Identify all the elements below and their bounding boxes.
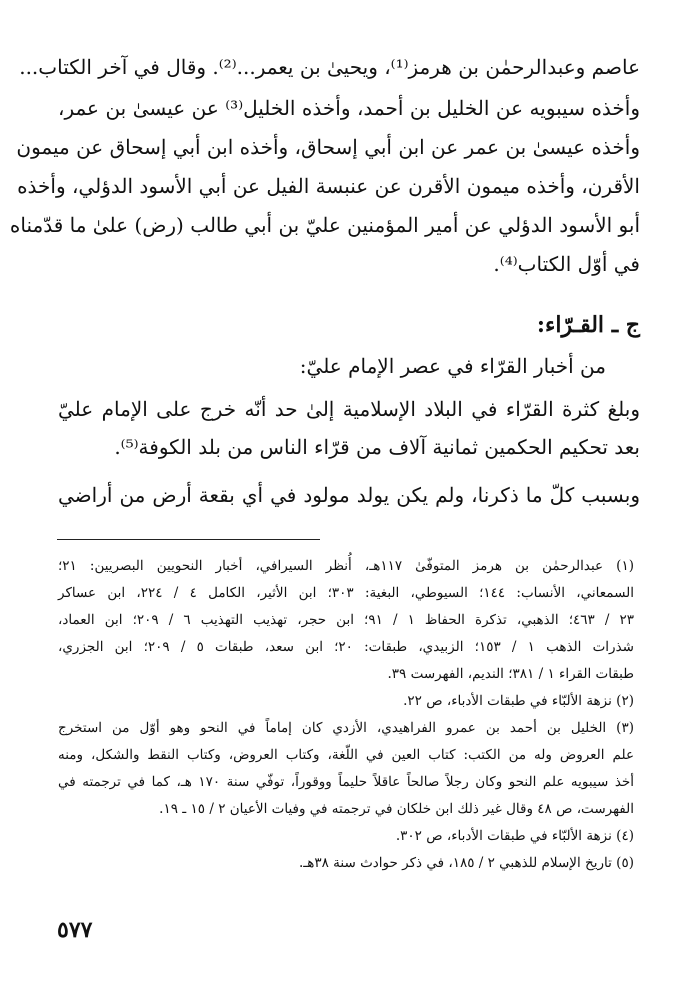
footnote-line: شذرات الذهب ١ / ١٥٣؛ الزبيدي، طبقات: ٢٠؛ ابن سعد، طبقات ٥ / ٢٠٩؛ ابن الجزري، bbox=[58, 639, 634, 655]
footnote-line: (٥) تاريخ الإسلام للذهبي ٢ / ١٨٥، في ذكر حوادث سنة ٣٨هـ. bbox=[298, 855, 634, 871]
footnote-line: ٢٣ / ٤٦٣؛ الذهبي، تذكرة الحفاظ ١ / ٩١؛ ابن حجر، تهذيب التهذيب ٦ / ٢٠٩؛ ابن العماد، bbox=[58, 612, 635, 628]
body-line: من أخبار القرّاء في عصر الإمام عليّ: bbox=[299, 354, 606, 378]
body-line: وبلغ كثرة القرّاء في البلاد الإسلامية إلىٰ حد أنّه خرج على الإمام عليّ bbox=[58, 397, 640, 421]
footnote-line: السمعاني، الأنساب: ١٤٤؛ السيوطي، البغية: ٣٠٣؛ ابن الأثير، الكامل ٤ / ٢٢٤، ابن عساكر bbox=[58, 585, 634, 601]
footnote-line: طبقات القراء ١ / ٣٨١؛ النديم، الفهرست ٣٩. bbox=[387, 666, 634, 682]
body-line: بعد تحكيم الحكمين ثمانية آلاف من قرّاء الناس من بلد الكوفة⁽⁵⁾. bbox=[114, 435, 640, 459]
body-line: في أوّل الكتاب⁽⁴⁾. bbox=[493, 252, 640, 276]
page-number: ٥٧٧ bbox=[57, 917, 93, 943]
footnote-line: (٣) الخليل بن أحمد بن عمرو الفراهيدي، الأزدي كان إماماً في النحو وهو أوّل من استخرج bbox=[58, 720, 634, 736]
footnote-line: الفهرست، ص ٤٨ وقال غير ذلك ابن خلكان في ترجمته في وفيات الأعيان ٢ / ١٥ ـ ١٩. bbox=[159, 801, 634, 817]
body-line: أبو الأسود الدؤلي عن أمير المؤمنين عليّ بن أبي طالب (رض) علىٰ ما قدّمناه bbox=[9, 213, 640, 237]
footnote-divider bbox=[57, 539, 320, 540]
section-heading: ج ـ القـرّاء: bbox=[536, 312, 640, 338]
footnote-line: أخذ سيبويه علم النحو وكان رجلاً صالحاً عاقلاً حليماً ووقوراً، توفّي سنة ١٧٠ هـ، كما في ترجمته في bbox=[58, 774, 635, 790]
body-line: وبسبب كلّ ما ذكرنا، ولم يكن يولد مولود في أي بقعة أرض من أراضي bbox=[58, 483, 640, 507]
body-line: الأقرن، وأخذه ميمون الأقرن عن عنبسة الفيل عن أبي الأسود الدؤلي، وأخذه bbox=[17, 174, 640, 198]
body-line: عاصم وعبدالرحمٰن بن هرمز⁽¹⁾، ويحيىٰ بن يعمر...⁽²⁾. وقال في آخر الكتاب... bbox=[19, 55, 640, 79]
body-line: وأخذه عيسىٰ بن عمر عن ابن أبي إسحاق، وأخذه ابن أبي إسحاق عن ميمون bbox=[16, 135, 640, 159]
footnote-line: (٤) نزهة الألبّاء في طبقات الأدباء، ص ٣٠٢. bbox=[395, 828, 634, 844]
footnote-line: علم العروض وله من الكتب: كتاب العين في اللّغة، وكتاب العروض، وكتاب النقط والشكل، ومنه bbox=[58, 747, 634, 763]
footnote-line: (١) عبدالرحمٰن بن هرمز المتوفّىٰ ١١٧هـ، أُنظر السيرافي، أخبار النحويين البصريين: ٢١؛ bbox=[58, 558, 634, 574]
body-line: وأخذه سيبويه عن الخليل بن أحمد، وأخذه الخليل⁽³⁾ عن عيسىٰ بن عمر، bbox=[58, 96, 640, 120]
footnote-line: (٢) نزهة الألبّاء في طبقات الأدباء، ص ٢٢. bbox=[403, 693, 634, 709]
